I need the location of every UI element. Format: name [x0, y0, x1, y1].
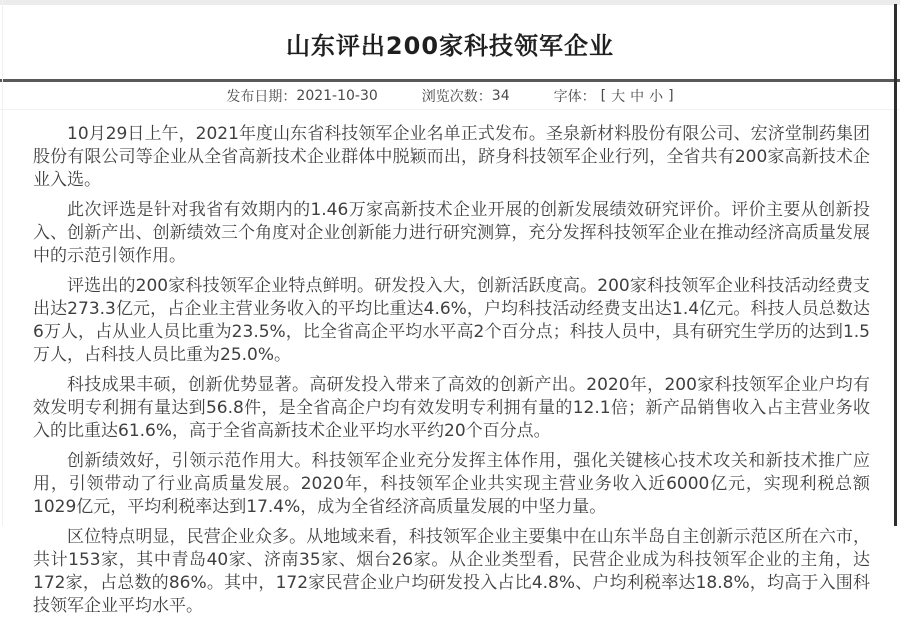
font-size-bracket-close: ] [668, 87, 674, 104]
top-strip [0, 0, 900, 5]
font-size-small-button[interactable]: 小 [649, 88, 664, 105]
meta-bar [0, 82, 900, 109]
article-paragraph: 创新绩效好，引领示范作用大。科技领军企业充分发挥主体作用，强化关键核心技术攻关和新技术推广应用，引领带动了行业高质量发展。2020年，科技领军企业共实现主营业务收入近6000亿元，实现利税总额1029亿元，平均利税率达到17.4%，成为全省经济高质量发展的中坚力量。 [33, 451, 870, 517]
font-size-bracket-open: [ [600, 87, 607, 104]
article-paragraph: 此次评选是针对我省有效期内的1.46万家高新技术企业开展的创新发展绩效研究评价。评价主要从创新投入、创新产出、创新绩效三个角度对企业创新能力进行研究测算，充分发挥科技领军企业在推动经济高质量发展中的示范引领作用。 [33, 200, 870, 266]
article-paragraph: 区位特点明显，民营企业众多。从地域来看，科技领军企业主要集中在山东半岛自主创新示范区所在六市，共计153家，其中青岛40家、济南35家、烟台26家。从企业类型看，民营企业成为科技领军企业的主角，达172家，占总数的86%。其中，172家民营企业户均研发投入占比4.8%、户均利税率达18.8%，均高于入围科技领军企业平均水平。 [33, 527, 870, 616]
publish-date [226, 86, 377, 106]
article-paragraph: 10月29日上午，2021年度山东省科技领军企业名单正式发布。圣泉新材料股份有限公司、宏济堂制药集团股份有限公司等企业从全省高新技术企业群体中脱颖而出，跻身科技领军企业行列，全省共有200家高新技术企业入选。 [33, 124, 870, 190]
font-size-medium-button[interactable]: 中 [630, 88, 645, 105]
view-count-label: 浏览次数： [421, 88, 492, 105]
font-size-large-button[interactable]: 大 [611, 88, 626, 105]
right-page-border [894, 4, 897, 526]
view-count [422, 86, 510, 106]
font-size-label: 字体： [553, 88, 596, 105]
left-hairline [2, 0, 3, 526]
article-body [0, 110, 900, 618]
publish-date-value: 2021-10-30 [296, 87, 378, 104]
article-paragraph: 评选出的200家科技领军企业特点鲜明。研发投入大，创新活跃度高。200家科技领军企业科技活动经费支出达273.3亿元，占企业主营业务收入的平均比重达4.6%，户均科技活动经费支出达1.4亿元。科技人员总数达6万人，占从业人员比重为23.5%，比全省高企平均水平高2个百分点；科技人员中，具有研究生学历的达到1.5万人，占科技人员比重为25.0%。 [33, 276, 870, 365]
view-count-value: 34 [491, 87, 510, 104]
article-paragraph: 科技成果丰硕，创新优势显著。高研发投入带来了高效的创新产出。2020年，200家科技领军企业户均有效发明专利拥有量达到56.8件，是全省高企户均有效发明专利拥有量的12.1倍；新产品销售收入占主营业务收入的比重达61.6%，高于全省高新技术企业平均水平约20个百分点。 [33, 375, 870, 441]
page-title: 山东评出200家科技领军企业 [285, 32, 615, 60]
font-size-switcher [554, 86, 674, 106]
publish-date-label: 发布日期： [226, 88, 297, 105]
